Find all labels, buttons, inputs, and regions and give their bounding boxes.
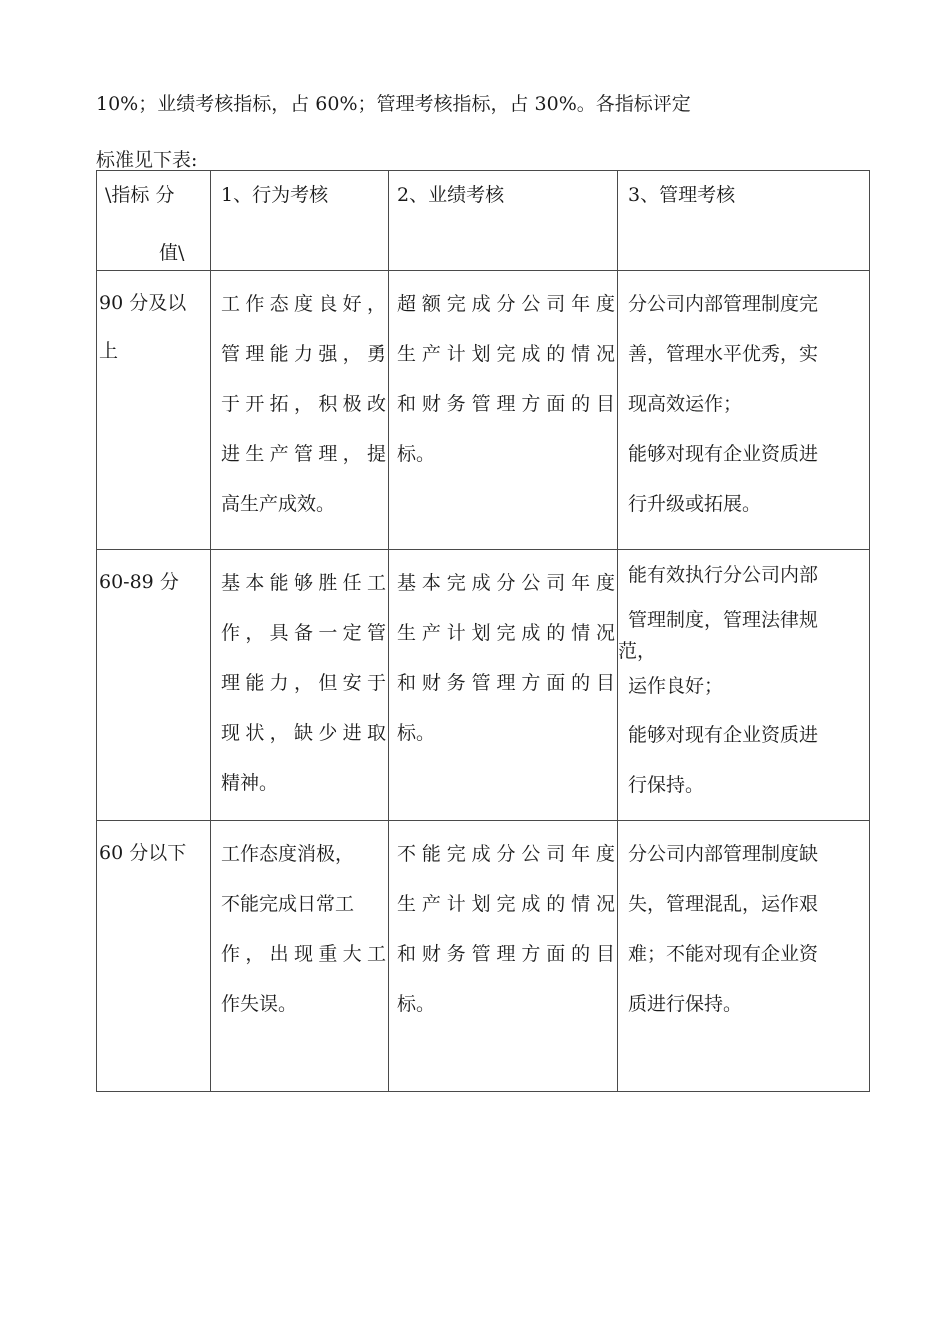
management-line: 分公司内部管理制度缺 xyxy=(628,843,819,865)
behavior-line: 现状，缺少进取 xyxy=(221,722,386,744)
management-line: 能有效执行分公司内部 xyxy=(628,564,819,586)
intro-line-1: 10%；业绩考核指标，占 60%；管理考核指标，占 30%。各指标评定 xyxy=(96,93,691,115)
management-line: 能够对现有企业资质进 xyxy=(628,724,819,746)
management-line: 善，管理水平优秀，实 xyxy=(628,343,819,365)
header-performance: 2、业绩考核 xyxy=(389,171,618,271)
table-row xyxy=(97,271,870,550)
performance-line: 和财务管理方面的目 xyxy=(397,393,615,415)
behavior-line: 工作态度良好， xyxy=(221,293,386,315)
management-cell xyxy=(618,821,870,1092)
evaluation-standards-table xyxy=(96,170,870,1092)
score-cell xyxy=(97,550,211,821)
table-header-row xyxy=(97,171,870,271)
intro-line-2: 标准见下表: xyxy=(96,149,198,171)
behavior-cell xyxy=(211,271,389,550)
header-management: 3、管理考核 xyxy=(618,171,870,271)
behavior-line: 基本能够胜任工 xyxy=(221,572,386,594)
score-label: 90 分及以上 xyxy=(99,292,187,362)
management-cell xyxy=(618,271,870,550)
behavior-line: 作，具备一定管 xyxy=(221,622,386,644)
management-line: 分公司内部管理制度完 xyxy=(628,293,819,315)
management-line: 现高效运作； xyxy=(628,393,743,415)
score-label: 60-89 分 xyxy=(99,571,179,593)
score-cell xyxy=(97,821,211,1092)
performance-line: 不能完成分公司年度 xyxy=(397,843,615,865)
performance-cell xyxy=(389,271,618,550)
performance-line: 生产计划完成的情况 xyxy=(397,893,615,915)
behavior-cell xyxy=(211,550,389,821)
behavior-line: 精神。 xyxy=(221,772,279,794)
behavior-line: 管理能力强，勇 xyxy=(221,343,386,365)
performance-cell xyxy=(389,821,618,1092)
performance-line: 超额完成分公司年度 xyxy=(397,293,615,315)
management-cell xyxy=(618,550,870,821)
behavior-line: 不能完成日常工 xyxy=(221,893,355,915)
behavior-line: 高生产成效。 xyxy=(221,493,336,515)
performance-line: 基本完成分公司年度 xyxy=(397,572,615,594)
table-row xyxy=(97,821,870,1092)
management-line: 能够对现有企业资质进 xyxy=(628,443,819,465)
performance-line: 生产计划完成的情况 xyxy=(397,622,615,644)
management-line: 范， xyxy=(618,640,657,662)
corner-label-bottom: 值\ xyxy=(159,242,185,264)
behavior-line: 于开拓，积极改 xyxy=(221,393,386,415)
performance-line: 和财务管理方面的目 xyxy=(397,672,615,694)
management-line: 行保持。 xyxy=(628,774,705,796)
performance-line: 标。 xyxy=(397,722,436,744)
performance-line: 标。 xyxy=(397,993,436,1015)
management-line: 运作良好； xyxy=(628,675,724,697)
behavior-line: 工作态度消极， xyxy=(221,843,355,865)
behavior-line: 进生产管理，提 xyxy=(221,443,386,465)
management-line: 行升级或拓展。 xyxy=(628,493,762,515)
management-line: 质进行保持。 xyxy=(628,993,743,1015)
performance-line: 生产计划完成的情况 xyxy=(397,343,615,365)
behavior-line: 作，出现重大工 xyxy=(221,943,386,965)
header-corner-cell xyxy=(97,171,211,271)
table-row xyxy=(97,550,870,821)
management-line: 管理制度，管理法律规 xyxy=(628,609,819,631)
performance-line: 标。 xyxy=(397,443,436,465)
performance-cell xyxy=(389,550,618,821)
score-cell xyxy=(97,271,211,550)
management-line: 失，管理混乱，运作艰 xyxy=(628,893,819,915)
score-label: 60 分以下 xyxy=(99,842,187,864)
behavior-line: 理能力，但安于 xyxy=(221,672,386,694)
behavior-line: 作失误。 xyxy=(221,993,298,1015)
header-behavior: 1、行为考核 xyxy=(211,171,389,271)
management-line: 难；不能对现有企业资 xyxy=(628,943,819,965)
behavior-cell xyxy=(211,821,389,1092)
corner-label-top: \指标 分 xyxy=(105,184,175,206)
performance-line: 和财务管理方面的目 xyxy=(397,943,615,965)
